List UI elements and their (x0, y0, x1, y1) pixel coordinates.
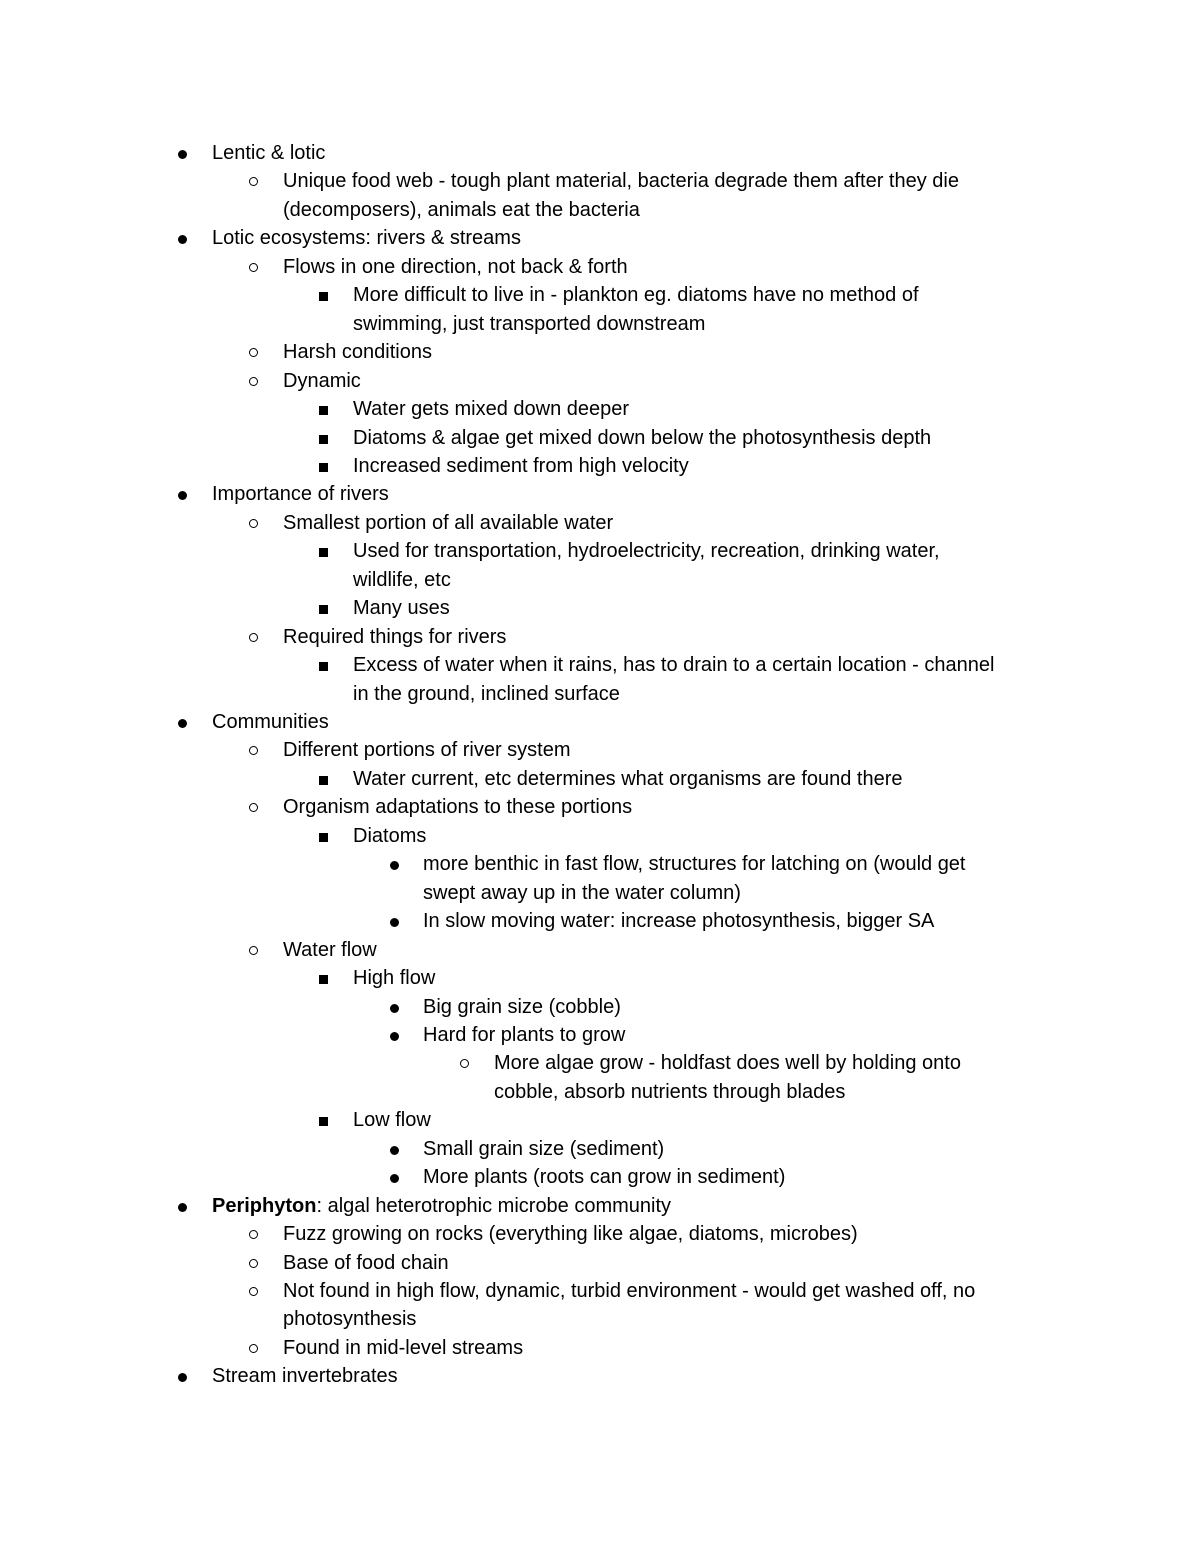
outline-text-content: Used for transportation, hydroelectricity, recreation, drinking water, (353, 540, 940, 563)
outline-text-content: more benthic in fast flow, structures for latching on (would get (423, 853, 966, 876)
outline-text (283, 793, 632, 821)
bullet-square-icon (319, 833, 328, 842)
outline-text-content: High flow (353, 967, 436, 990)
bullet-circle-icon (249, 177, 258, 186)
outline-text-content: Water flow (283, 938, 377, 961)
bullet-dot-icon (178, 150, 187, 159)
bullet-circle-icon (249, 519, 258, 528)
outline-text (283, 253, 628, 281)
bullet-circle-icon (249, 946, 258, 955)
bullet-square-icon (319, 662, 328, 671)
bullet-square-icon (319, 975, 328, 984)
outline-text-content: Importance of rivers (212, 483, 389, 506)
bullet-dot-icon (390, 1146, 399, 1155)
outline-text-content: Hard for plants to grow (423, 1023, 626, 1046)
outline-text-content: Big grain size (cobble) (423, 995, 621, 1018)
bullet-circle-icon (249, 1259, 258, 1268)
outline-text (423, 907, 934, 935)
outline-text-content: Small grain size (sediment) (423, 1137, 665, 1160)
outline-text (353, 680, 620, 708)
outline-text-content: More difficult to live in - plankton eg. diatoms have no method of (353, 284, 919, 307)
outline-text (212, 708, 329, 736)
outline-text (212, 224, 521, 252)
bullet-square-icon (319, 1117, 328, 1126)
outline-text-content: Lotic ecosystems: rivers & streams (212, 227, 521, 250)
bullet-dot-icon (178, 1203, 187, 1212)
outline-text (353, 651, 994, 679)
bullet-square-icon (319, 548, 328, 557)
outline-text-content: Water gets mixed down deeper (353, 398, 630, 421)
outline-text-content: Diatoms (353, 824, 427, 847)
outline-text-content: Required things for rivers (283, 625, 507, 648)
outline-text-content: Stream invertebrates (212, 1365, 398, 1388)
outline-text (212, 1362, 398, 1390)
bullet-circle-icon (249, 377, 258, 386)
bullet-dot-icon (390, 861, 399, 870)
outline-text-content: Unique food web - tough plant material, bacteria degrade them after they die (283, 170, 959, 193)
outline-text (283, 338, 432, 366)
bullet-circle-icon (460, 1059, 469, 1068)
outline-text-content: Water current, etc determines what organisms are found there (353, 767, 903, 790)
bullet-dot-icon (390, 1174, 399, 1183)
outline-text (283, 623, 506, 651)
outline-text-content: cobble, absorb nutrients through blades (494, 1080, 846, 1103)
outline-text-content: Not found in high flow, dynamic, turbid environment - would get washed off, no (283, 1280, 976, 1302)
outline-text-content: In slow moving water: increase photosynthesis, bigger SA (423, 910, 935, 933)
bullet-circle-icon (249, 1230, 258, 1239)
outline-text (423, 879, 741, 907)
outline-text (283, 367, 361, 395)
outline-text (353, 537, 940, 565)
bullet-dot-icon (390, 1032, 399, 1041)
bullet-circle-icon (249, 633, 258, 642)
bullet-dot-icon (178, 235, 187, 244)
outline-text (283, 509, 613, 537)
outline-text (283, 1305, 416, 1333)
outline-text-content: Different portions of river system (283, 739, 571, 762)
outline-text-content: Flows in one direction, not back & forth (283, 255, 628, 278)
bullet-circle-icon (249, 803, 258, 812)
outline-text (423, 993, 621, 1021)
bullet-square-icon (319, 406, 328, 415)
outline-text (283, 196, 640, 224)
bullet-circle-icon (249, 746, 258, 755)
outline-text (423, 1135, 664, 1163)
outline-text (353, 395, 629, 423)
outline-text-content: Base of food chain (283, 1251, 449, 1274)
outline-text (353, 594, 450, 622)
outline-text (494, 1078, 845, 1106)
bullet-square-icon (319, 435, 328, 444)
outline-text-content: Many uses (353, 597, 450, 620)
outline-text-content: Low flow (353, 1109, 431, 1132)
outline-text-content: Organism adaptations to these portions (283, 796, 633, 819)
outline-text-content: : algal heterotrophic microbe community (316, 1194, 672, 1217)
outline-text (423, 1163, 785, 1191)
bullet-dot-icon (178, 719, 187, 728)
bullet-circle-icon (249, 1287, 258, 1296)
outline-text-content: Lentic & lotic (212, 142, 326, 164)
outline-text-content: More algae grow - holdfast does well by holding onto (494, 1052, 961, 1075)
bullet-dot-icon (178, 1373, 187, 1382)
outline-text (353, 822, 426, 850)
outline-text-content: More plants (roots can grow in sediment) (423, 1166, 786, 1189)
outline-text-content: swept away up in the water column) (423, 881, 741, 904)
bullet-square-icon (319, 463, 328, 472)
outline-text-content: Diatoms & algae get mixed down below the photosynthesis depth (353, 426, 932, 449)
outline-text-content: Communities (212, 711, 329, 733)
outline-text-content: photosynthesis (283, 1308, 417, 1331)
outline-text-content: wildlife, etc (353, 568, 451, 591)
outline-text (353, 566, 451, 594)
outline-text (283, 1277, 975, 1305)
outline-text (283, 167, 959, 195)
bullet-dot-icon (390, 1004, 399, 1013)
outline-text (423, 850, 966, 878)
outline-text (283, 1334, 523, 1362)
outline-text-content: Increased sediment from high velocity (353, 454, 689, 477)
outline-text (283, 936, 377, 964)
bullet-circle-icon (249, 348, 258, 357)
outline-text (353, 765, 903, 793)
outline-text-content: Fuzz growing on rocks (everything like algae, diatoms, microbes) (283, 1223, 858, 1246)
bullet-square-icon (319, 605, 328, 614)
bullet-dot-icon (390, 918, 399, 927)
outline-text (283, 1249, 449, 1277)
outline-text (283, 736, 571, 764)
outline-text (353, 310, 705, 338)
bullet-square-icon (319, 292, 328, 301)
outline-text-content: Harsh conditions (283, 341, 432, 364)
bullet-circle-icon (249, 263, 258, 272)
outline-text-content: Smallest portion of all available water (283, 511, 614, 534)
outline-text-content: Found in mid-level streams (283, 1336, 524, 1359)
outline-text (353, 1106, 431, 1134)
outline-text (353, 281, 919, 309)
outline-text-content: (decomposers), animals eat the bacteria (283, 198, 640, 221)
bullet-dot-icon (178, 491, 187, 500)
bullet-circle-icon (249, 1344, 258, 1353)
outline-text (283, 1220, 858, 1248)
outline-text (494, 1049, 961, 1077)
outline-text (353, 964, 435, 992)
outline-text (212, 139, 325, 167)
outline-text-content: swimming, just transported downstream (353, 312, 706, 335)
outline-text (212, 1192, 671, 1220)
outline-text-content: Dynamic (283, 369, 361, 392)
outline-text (212, 480, 389, 508)
outline-text-content: Excess of water when it rains, has to drain to a certain location - channel (353, 654, 995, 677)
bold-term: Periphyton (212, 1194, 317, 1217)
outline-text (423, 1021, 625, 1049)
bullet-square-icon (319, 776, 328, 785)
outline-text (353, 452, 689, 480)
outline-text (353, 424, 931, 452)
outline-text-content: in the ground, inclined surface (353, 682, 620, 705)
